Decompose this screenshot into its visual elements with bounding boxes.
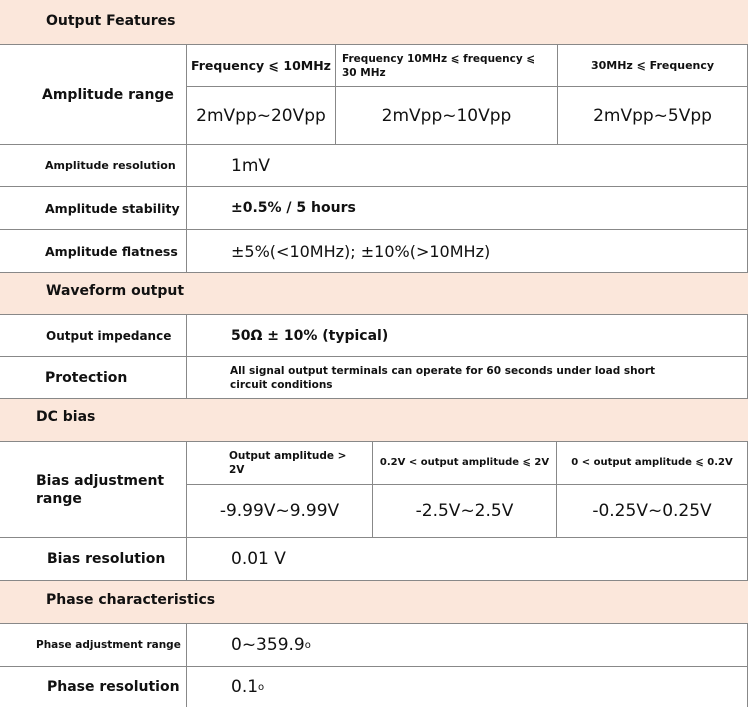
amplitude-col-2: Frequency 10MHz ⩽ frequency ⩽ 30 MHz bbox=[336, 45, 558, 87]
bias-col-2: 0.2V < output amplitude ⩽ 2V bbox=[373, 442, 557, 485]
bias-col-3: 0 < output amplitude ⩽ 0.2V bbox=[557, 442, 748, 485]
amplitude-col-3: 30MHz ⩽ Frequency bbox=[558, 45, 748, 87]
amplitude-flatness-value: ±5%(<10MHz); ±10%(>10MHz) bbox=[187, 230, 748, 273]
section-title: Waveform output bbox=[46, 283, 185, 299]
phase-resolution-label: Phase resolution bbox=[0, 667, 187, 707]
section-title: DC bias bbox=[36, 409, 96, 425]
degree-unit: o bbox=[304, 639, 311, 651]
phase-resolution-value bbox=[187, 667, 748, 707]
degree-unit: o bbox=[258, 681, 265, 693]
phase-resolution-number: 0.1 bbox=[231, 677, 259, 697]
section-header-dc-bias bbox=[0, 399, 748, 442]
bias-adjustment-range-label: Bias adjustment range bbox=[0, 442, 187, 538]
phase-adjustment-range-label: Phase adjustment range bbox=[0, 624, 187, 667]
phase-adjustment-range-value bbox=[187, 624, 748, 667]
bias-value-2: -2.5V~2.5V bbox=[373, 485, 557, 538]
amplitude-value-2: 2mVpp~10Vpp bbox=[336, 87, 558, 145]
amplitude-resolution-label: Amplitude resolution bbox=[0, 145, 187, 187]
amplitude-value-1: 2mVpp~20Vpp bbox=[187, 87, 336, 145]
protection-label: Protection bbox=[0, 357, 187, 399]
amplitude-flatness-label: Amplitude flatness bbox=[0, 230, 187, 273]
amplitude-stability-label: Amplitude stability bbox=[0, 187, 187, 230]
bias-resolution-value: 0.01 V bbox=[187, 538, 748, 581]
bias-value-1: -9.99V~9.99V bbox=[187, 485, 373, 538]
output-impedance-value: 50Ω ± 10% (typical) bbox=[187, 315, 748, 357]
section-header-phase bbox=[0, 581, 748, 624]
protection-value: All signal output terminals can operate for 60 seconds under load short circuit conditions bbox=[187, 357, 748, 399]
amplitude-resolution-value: 1mV bbox=[187, 145, 748, 187]
amplitude-stability-value: ±0.5% / 5 hours bbox=[187, 187, 748, 230]
output-impedance-label: Output impedance bbox=[0, 315, 187, 357]
amplitude-value-3: 2mVpp~5Vpp bbox=[558, 87, 748, 145]
section-header-waveform-output bbox=[0, 273, 748, 315]
section-title: Phase characteristics bbox=[46, 592, 216, 608]
phase-adjustment-number: 0~359.9 bbox=[231, 635, 305, 655]
amplitude-range-label: Amplitude range bbox=[0, 45, 187, 145]
bias-value-3: -0.25V~0.25V bbox=[557, 485, 748, 538]
amplitude-col-1: Frequency ⩽ 10MHz bbox=[187, 45, 336, 87]
section-header-output-features bbox=[0, 0, 748, 45]
bias-resolution-label: Bias resolution bbox=[0, 538, 187, 581]
section-title: Output Features bbox=[46, 13, 176, 29]
bias-col-1: Output amplitude > 2V bbox=[187, 442, 373, 485]
